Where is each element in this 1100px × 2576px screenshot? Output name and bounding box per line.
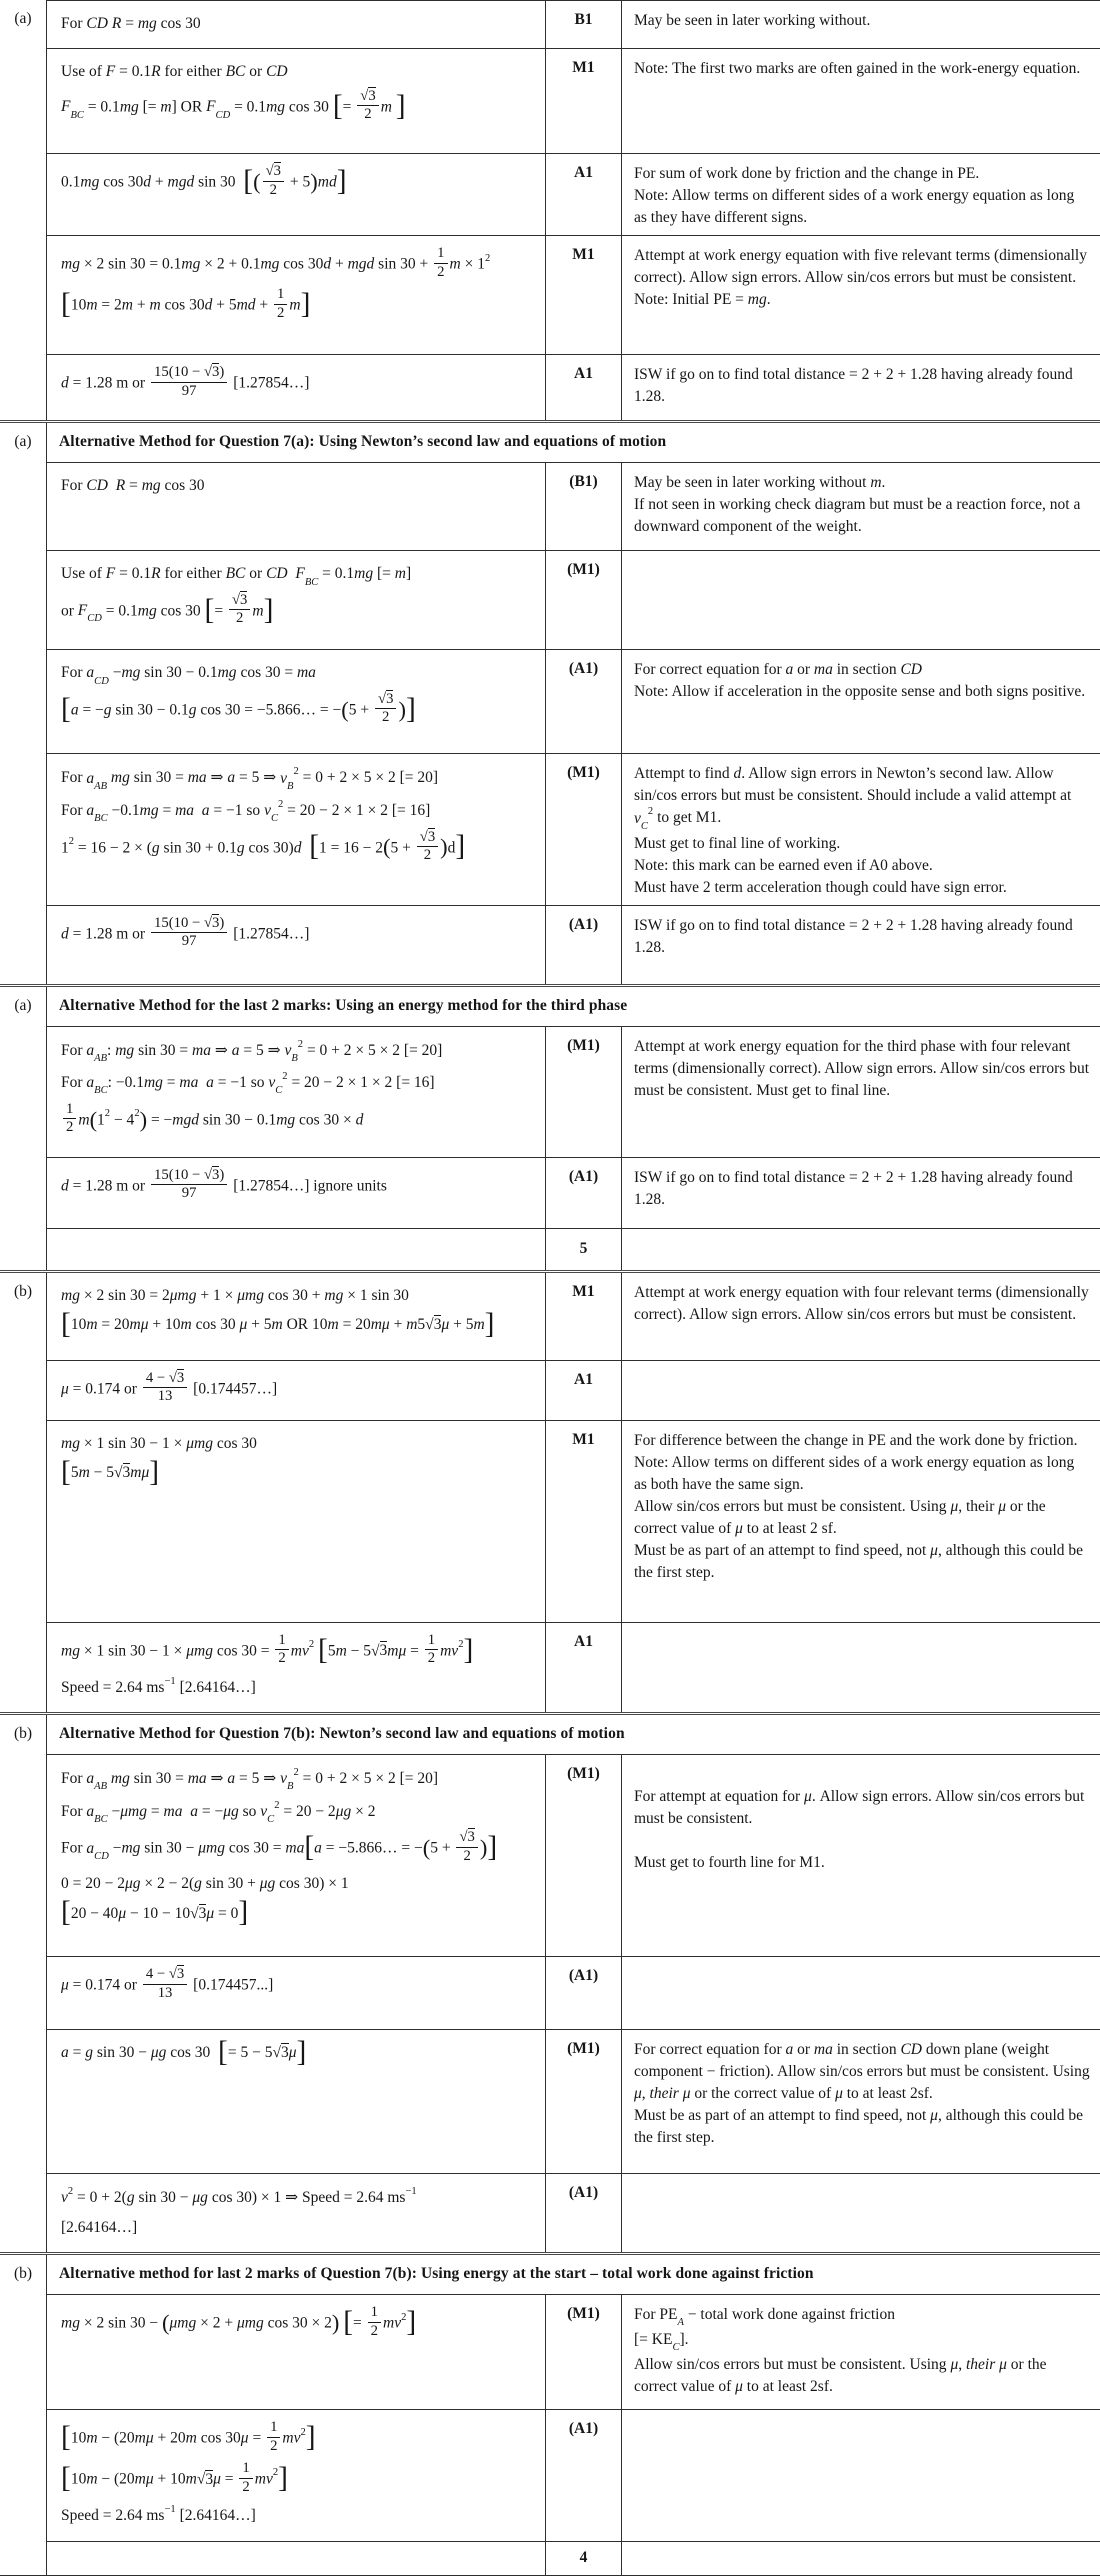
table-row bbox=[47, 753, 1100, 904]
working-cell bbox=[47, 2410, 546, 2540]
part-label: (a) bbox=[14, 996, 32, 1014]
note-paragraph: May be seen in later working without m. bbox=[634, 474, 886, 492]
table-row bbox=[47, 1, 1100, 48]
mark-cell: (M1) bbox=[546, 754, 622, 904]
equation-line: 0.1mg cos 30d + mgd sin 30 [( $\frac{√3}{2}$ + 5)md] bbox=[61, 163, 347, 198]
note-paragraph: ISW if go on to find total distance = 2 + 2 + 1.28 having already found 1.28. bbox=[634, 916, 1073, 956]
working-cell bbox=[47, 1623, 546, 1713]
mark-cell: A1 bbox=[546, 1361, 622, 1420]
part-label: (b) bbox=[13, 1282, 33, 1300]
note-paragraph: If not seen in working check diagram but must be a reaction force, not a downward component of the weight. bbox=[634, 496, 1081, 536]
notes-cell bbox=[622, 650, 1100, 753]
working-cell bbox=[47, 650, 546, 753]
notes-cell bbox=[622, 1, 1100, 48]
section-3 bbox=[0, 984, 1100, 1270]
mark-cell: (M1) bbox=[546, 2030, 622, 2173]
note-paragraph: Must be as part of an attempt to find speed, not μ, although this could be the first step. bbox=[634, 1541, 1084, 1581]
section-header: Alternative Method for Question 7(a): Using Newton’s second law and equations of motion bbox=[59, 433, 667, 451]
part-label: (a) bbox=[14, 433, 32, 451]
note-paragraph: Note: Allow if acceleration in the opposite sense and both signs positive. bbox=[634, 683, 1086, 701]
table-row bbox=[47, 1754, 1100, 1956]
notes-cell bbox=[622, 906, 1100, 984]
working-cell bbox=[47, 2174, 546, 2252]
equation-line: mg × 2 sin 30 = 2μmg + 1 × μmg cos 30 + mg × 1 sin 30 bbox=[61, 1286, 409, 1304]
section-body bbox=[47, 2255, 1100, 2574]
working-cell bbox=[47, 1, 546, 48]
note-paragraph: May be seen in later working without. bbox=[634, 12, 871, 29]
section-body bbox=[47, 1715, 1100, 2252]
notes-cell bbox=[622, 2542, 1100, 2575]
mark-cell: (B1) bbox=[546, 463, 622, 550]
note-paragraph: ISW if go on to find total distance = 2 + 2 + 1.28 having already found 1.28. bbox=[634, 1168, 1073, 1208]
equation-line: For $a_{BC}$: −0.1mg = ma a = −1 so $v_C^2 = 20 - 2 \times 1 \times 2$ [= 16] bbox=[61, 1071, 435, 1097]
table-row bbox=[47, 2029, 1100, 2173]
working-cell bbox=[47, 1957, 546, 2029]
mark-cell: M1 bbox=[546, 1273, 622, 1360]
notes-cell bbox=[622, 1623, 1100, 1713]
note-paragraph: Attempt to find d. Allow sign errors in Newton’s second law. Allow sin/cos errors but must be consistent. Should include a valid attempt at $v_C^2$ to get M1. bbox=[634, 765, 1072, 832]
notes-cell bbox=[622, 1361, 1100, 1420]
equation-line: d = 1.28 m or $\frac{15(10 - √3)}{97}$ [1.27854…] bbox=[61, 364, 310, 399]
equation-line: For CD R = mg cos 30 bbox=[61, 477, 205, 495]
notes-cell bbox=[622, 1273, 1100, 1360]
section-header: Alternative Method for Question 7(b): Newton’s second law and equations of motion bbox=[59, 1725, 625, 1743]
equation-line: Speed = 2.64 $ms^{-1}$ [2.64164…] bbox=[61, 1675, 256, 1696]
equation-line: μ = 0.174 or $\frac{4 - √3}{13}$ [0.174457...] bbox=[61, 1966, 274, 2001]
equation-line: d = 1.28 m or $\frac{15(10 - √3)}{97}$ [1.27854…] bbox=[61, 914, 310, 950]
note-paragraph bbox=[634, 1764, 1090, 1786]
equation-line: mg × 2 sin 30 = 0.1mg × 2 + 0.1mg cos 30d + mgd sin 30 + $\frac{1}{2}$ $m \times 1^2$ bbox=[61, 245, 491, 280]
mark-cell: M1 bbox=[546, 1421, 622, 1622]
equation-line: Speed = 2.64 $ms^{-1}$ [2.64164…] bbox=[61, 2504, 256, 2525]
equation-line: $1^2 = 16 - 2 \times (g$ sin 30 + 0.1g cos 30)d [1 = 16 − 2(5 + $\frac{√3}{2}$ )d] bbox=[61, 828, 466, 863]
notes-cell bbox=[622, 754, 1100, 904]
equation-line: For $a_{AB}$ mg sin 30 = ma ⇒ a = 5 ⇒ $v_B^2 = 0 + 2 \times 5 \times 2$ [= 20] bbox=[61, 1767, 439, 1793]
table-row bbox=[47, 1420, 1100, 1622]
working-cell bbox=[47, 355, 546, 420]
equation-line: 0 = 20 − 2μg × 2 − 2(g sin 30 + μg cos 30) × 1 bbox=[61, 1875, 349, 1893]
table-row bbox=[47, 1360, 1100, 1420]
notes-cell bbox=[622, 1229, 1100, 1270]
note-paragraph: For difference between the change in PE and the work done by friction. bbox=[634, 1431, 1078, 1449]
equation-line: mg × 2 sin 30 − (μmg × 2 + μmg cos 30 × 2) [= $\frac{1}{2}$ $mv^2$] bbox=[61, 2304, 417, 2339]
section-6 bbox=[0, 2252, 1100, 2574]
table-row bbox=[47, 905, 1100, 984]
note-paragraph: For attempt at equation for μ. Allow sign errors. Allow sin/cos errors but must be consistent. bbox=[634, 1788, 1085, 1828]
notes-cell bbox=[622, 2030, 1100, 2173]
note-paragraph: Note: The first two marks are often gained in the work-energy equation. bbox=[634, 60, 1081, 78]
notes-cell bbox=[622, 463, 1100, 550]
mark-cell: (M1) bbox=[546, 551, 622, 649]
mark-cell: A1 bbox=[546, 1623, 622, 1713]
mark-cell: 5 bbox=[546, 1229, 622, 1270]
equation-line: $\frac{1}{2}$ $m(1^2 - 4^2) = -mgd$ sin 30 − 0.1mg cos 30 × d bbox=[61, 1104, 537, 1138]
notes-cell bbox=[622, 49, 1100, 153]
table-row bbox=[47, 1273, 1100, 1360]
table-row bbox=[47, 48, 1100, 153]
working-cell bbox=[47, 906, 546, 984]
table-row bbox=[47, 2409, 1100, 2540]
table-row bbox=[47, 2294, 1100, 2409]
section-header: Alternative Method for the last 2 marks: Using an energy method for the third phase bbox=[59, 996, 628, 1014]
part-column bbox=[0, 423, 47, 983]
note-paragraph: Attempt at work energy equation with four relevant terms (dimensionally correct). Allow sign errors. Allow sin/cos errors but must be consistent. bbox=[634, 1283, 1089, 1323]
equation-line: [10m = 20mμ + 10m cos 30 μ + 5m OR 10m = 20mμ + m5√3μ + 5m] bbox=[61, 1307, 495, 1340]
notes-cell bbox=[622, 2410, 1100, 2540]
table-row bbox=[47, 1956, 1100, 2029]
total-row bbox=[47, 1228, 1100, 1270]
table-row bbox=[47, 1157, 1100, 1228]
equation-line: [5m − 5√3mμ] bbox=[61, 1455, 160, 1488]
table-row bbox=[47, 153, 1100, 235]
mark-cell: (M1) bbox=[546, 1755, 622, 1956]
note-paragraph: For correct equation for a or ma in section CD bbox=[634, 661, 923, 679]
mark-cell: A1 bbox=[546, 355, 622, 420]
working-cell bbox=[47, 236, 546, 354]
part-label: (b) bbox=[13, 2265, 33, 2283]
part-column bbox=[0, 0, 47, 420]
equation-line: Use of F = 0.1R for either BC or CD bbox=[61, 63, 288, 81]
notes-cell bbox=[622, 154, 1100, 235]
equation-line: For $a_{BC} -0.1mg$ = ma a = −1 so $v_C^2 = 20 - 2 \times 1 \times 2$ [= 16] bbox=[61, 799, 431, 825]
mark-cell: (M1) bbox=[546, 1027, 622, 1157]
notes-cell bbox=[622, 551, 1100, 649]
mark-cell: (A1) bbox=[546, 650, 622, 753]
note-paragraph: Must have 2 term acceleration though could have sign error. bbox=[634, 878, 1007, 896]
equation-line: [20 − 40μ − 10 − 10√3μ = 0] bbox=[61, 1896, 249, 1928]
section-body bbox=[47, 1273, 1100, 1712]
working-cell bbox=[47, 1273, 546, 1360]
equation-line: [10m = 2m + m cos 30d + 5md + $\frac{1}{2}$ m] bbox=[61, 286, 311, 321]
table-row bbox=[47, 550, 1100, 649]
working-cell bbox=[47, 1421, 546, 1622]
working-cell bbox=[47, 1229, 546, 1270]
mark-cell: 4 bbox=[546, 2542, 622, 2575]
note-paragraph: Allow sin/cos errors but must be consistent. Using μ, their μ or the correct value of μ to at least 2 sf. bbox=[634, 1497, 1046, 1537]
part-label: (a) bbox=[14, 10, 32, 27]
part-label: (b) bbox=[13, 1725, 33, 1743]
equation-line: [2.64164…] bbox=[61, 2218, 138, 2236]
working-cell bbox=[47, 551, 546, 649]
mark-cell: B1 bbox=[546, 1, 622, 48]
note-paragraph: Must be as part of an attempt to find speed, not μ, although this could be the first step. bbox=[634, 2107, 1084, 2147]
equation-line: mg × 1 sin 30 − 1 × μmg cos 30 bbox=[61, 1434, 257, 1452]
notes-cell bbox=[622, 1421, 1100, 1622]
working-cell bbox=[47, 754, 546, 904]
note-paragraph: For correct equation for a or ma in section CD down plane (weight component − friction). Allow sin/cos errors but must be consistent. Using μ, their μ or the correct value of μ to at least 2sf. bbox=[634, 2041, 1090, 2103]
section-1 bbox=[0, 0, 1100, 420]
mark-cell: (A1) bbox=[546, 2174, 622, 2252]
notes-cell bbox=[622, 1158, 1100, 1228]
note-paragraph: Note: Allow terms on different sides of a work energy equation as long as both have the same sign. bbox=[634, 1453, 1075, 1493]
mark-cell: (A1) bbox=[546, 1957, 622, 2029]
section-body bbox=[47, 987, 1100, 1270]
mark-cell: M1 bbox=[546, 236, 622, 354]
note-paragraph: Allow sin/cos errors but must be consistent. Using μ, their μ or the correct value of μ to at least 2sf. bbox=[634, 2356, 1047, 2396]
note-paragraph: [= $KE_C$]. bbox=[634, 2331, 689, 2354]
equation-line: For $a_{BC} -\mu mg$ = ma a = −μg so $v_C^2 = 20 - 2\mu g \times 2$ bbox=[61, 1799, 376, 1825]
equation-line: [a = −g sin 30 − 0.1g cos 30 = −5.866… = −(5 + $\frac{√3}{2}$ )] bbox=[61, 690, 416, 726]
mark-cell: (M1) bbox=[546, 2295, 622, 2409]
part-column bbox=[0, 2255, 47, 2574]
equation-line: $F_{BC} = 0.1mg$ [= m] OR $F_{CD} = 0.1mg$ cos 30 [= $\frac{√3}{2}$ m ] bbox=[61, 87, 406, 123]
table-row bbox=[47, 1622, 1100, 1713]
note-paragraph: Must get to final line of working. bbox=[634, 834, 841, 852]
working-cell bbox=[47, 1361, 546, 1420]
note-paragraph: Note: Initial PE = mg. bbox=[634, 291, 771, 309]
equation-line: d = 1.28 m or $\frac{15(10 - √3)}{97}$ [1.27854…] ignore units bbox=[61, 1166, 387, 1202]
table-row bbox=[47, 649, 1100, 753]
equation-line: For $a_{AB}$: mg sin 30 = ma ⇒ a = 5 ⇒ $v_B^2 = 0 + 2 \times 5 \times 2$ [= 20] bbox=[61, 1038, 443, 1064]
note-paragraph: For $PE_A$ − total work done against friction bbox=[634, 2306, 895, 2329]
equation-line: a = g sin 30 − μg cos 30 [= 5 − 5√3μ] bbox=[61, 2035, 307, 2068]
equation-line: [10m − (20mμ + 20m cos 30μ = $\frac{1}{2}$ $mv^2$] bbox=[61, 2419, 316, 2454]
working-cell bbox=[47, 154, 546, 235]
equation-line: For $a_{AB}$ mg sin 30 = ma ⇒ a = 5 ⇒ $v_B^2 = 0 + 2 \times 5 \times 2$ [= 20] bbox=[61, 766, 439, 792]
notes-cell bbox=[622, 1027, 1100, 1157]
note-paragraph bbox=[634, 1830, 1090, 1852]
note-paragraph: Attempt at work energy equation with five relevant terms (dimensionally correct). Allow sign errors. Allow sin/cos errors but must be consistent. bbox=[634, 247, 1087, 287]
working-cell bbox=[47, 2030, 546, 2173]
mark-cell: A1 bbox=[546, 154, 622, 235]
notes-cell bbox=[622, 236, 1100, 354]
section-header: Alternative method for last 2 marks of Question 7(b): Using energy at the start – total work done against friction bbox=[59, 2265, 814, 2283]
section-body bbox=[47, 423, 1100, 983]
equation-line: [10m − (20mμ + 10m√3μ = $\frac{1}{2}$ $mv^2$] bbox=[61, 2460, 288, 2495]
section-4 bbox=[0, 1270, 1100, 1712]
note-paragraph: Note: this mark can be earned even if A0 above. bbox=[634, 856, 933, 874]
working-cell bbox=[47, 1027, 546, 1157]
equation-line: For $a_{CD} -mg$ sin 30 − μmg cos 30 = ma[a = −5.866… = −(5 + $\frac{√3}{2}$ )] bbox=[61, 1829, 498, 1864]
equation-line: μ = 0.174 or $\frac{4 - √3}{13}$ [0.174457…] bbox=[61, 1369, 278, 1405]
notes-cell bbox=[622, 1957, 1100, 2029]
part-column bbox=[0, 1715, 47, 2252]
working-cell bbox=[47, 2542, 546, 2575]
mark-cell: (A1) bbox=[546, 2410, 622, 2540]
note-paragraph: Must get to fourth line for M1. bbox=[634, 1854, 825, 1872]
table-row bbox=[47, 235, 1100, 354]
equation-line: mg × 1 sin 30 − 1 × μmg cos 30 = $\frac{1}{2}$ $mv^2$ [5m − 5√3mμ = $\frac{1}{2}$ $mv^2$] bbox=[61, 1631, 474, 1667]
equation-line: $v^2 = 0 + 2(g$ sin 30 − μg cos 30) × 1 ⇒ Speed = 2.64 $ms^{-1}$ bbox=[61, 2186, 417, 2207]
mark-cell: (A1) bbox=[546, 906, 622, 984]
equation-line: For CD R = mg cos 30 bbox=[61, 15, 201, 32]
section-2 bbox=[0, 420, 1100, 983]
table-row bbox=[47, 2173, 1100, 2252]
section-body bbox=[47, 0, 1100, 420]
part-column bbox=[0, 987, 47, 1270]
note-paragraph: For sum of work done by friction and the change in PE. bbox=[634, 165, 980, 183]
working-cell bbox=[47, 49, 546, 153]
working-cell bbox=[47, 2295, 546, 2409]
working-cell bbox=[47, 463, 546, 550]
equation-line: or $F_{CD} = 0.1mg$ cos 30 [= $\frac{√3}{2}$ m] bbox=[61, 591, 274, 627]
table-row bbox=[47, 462, 1100, 550]
working-cell bbox=[47, 1158, 546, 1228]
notes-cell bbox=[622, 2295, 1100, 2409]
equation-line: For $a_{CD} -mg$ sin 30 − 0.1mg cos 30 = ma bbox=[61, 664, 316, 687]
notes-cell bbox=[622, 1755, 1100, 1956]
note-paragraph: Note: Allow terms on different sides of a work energy equation as long as they have different signs. bbox=[634, 187, 1075, 227]
table-row bbox=[47, 354, 1100, 420]
mark-cell: (A1) bbox=[546, 1158, 622, 1228]
mark-cell: M1 bbox=[546, 49, 622, 153]
part-column bbox=[0, 1273, 47, 1712]
notes-cell bbox=[622, 2174, 1100, 2252]
note-paragraph: ISW if go on to find total distance = 2 + 2 + 1.28 having already found 1.28. bbox=[634, 366, 1073, 406]
total-row bbox=[47, 2541, 1100, 2575]
equation-line: Use of F = 0.1R for either BC or CD $F_{BC} = 0.1mg$ [= m] bbox=[61, 565, 412, 588]
table-row bbox=[47, 1026, 1100, 1157]
working-cell bbox=[47, 1755, 546, 1956]
note-paragraph: Attempt at work energy equation for the third phase with four relevant terms (dimensionally correct). Allow sign errors. Allow sin/cos errors but must be consistent. Must get to final line. bbox=[634, 1037, 1090, 1099]
section-5 bbox=[0, 1712, 1100, 2252]
notes-cell bbox=[622, 355, 1100, 420]
